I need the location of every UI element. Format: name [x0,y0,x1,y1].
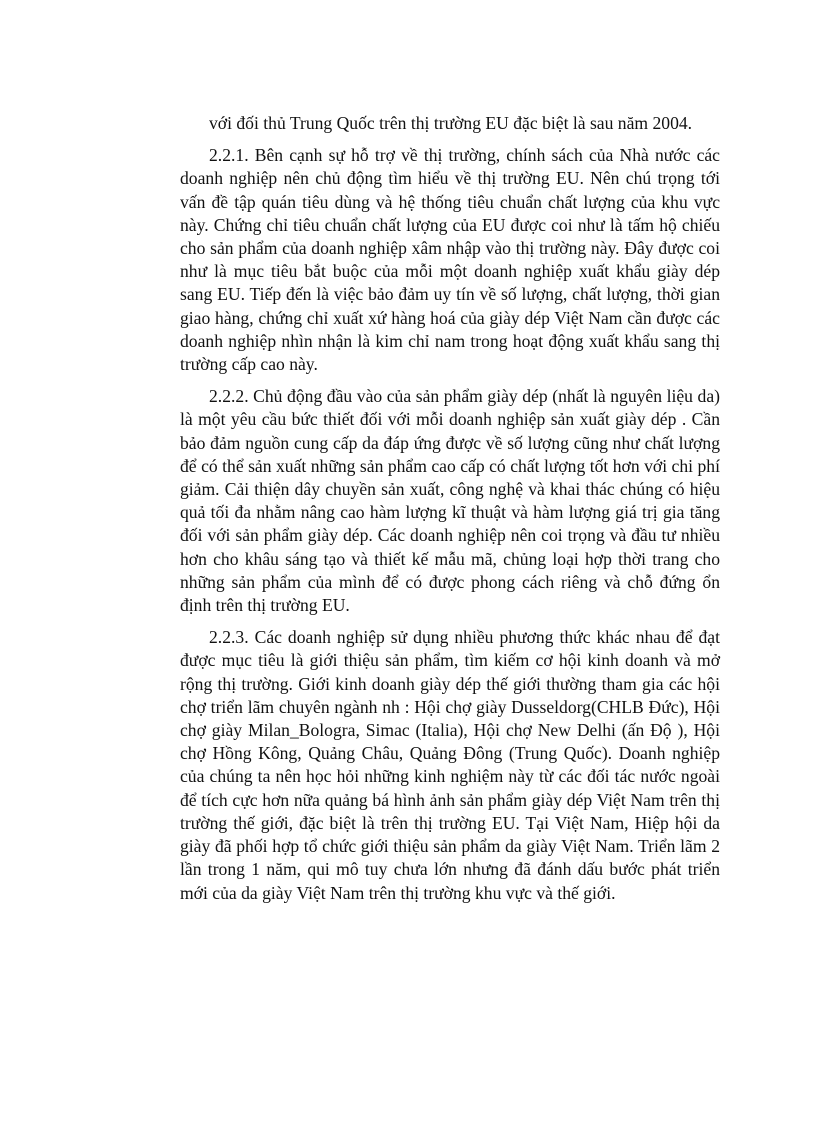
paragraph-continuation: với đối thủ Trung Quốc trên thị trường EU đặc biệt là sau năm 2004. [209,113,693,133]
document-body [180,112,720,914]
paragraph-2-2-2: 2.2.2. Chủ động đầu vào của sản phẩm giày dép (nhất là nguyên liệu da) là một yêu cầu bức thiết đối với mỗi doanh nghiệp sản xuất giày dép . Cần bảo đảm nguồn cung cấp da đáp ứng được về số lượng cũng như chất lượng để có thể sản xuất những sản phẩm cao cấp có chất lượng tốt hơn với chi phí giảm. Cải thiện dây chuyền sản xuất, công nghệ và khai thác chúng có hiệu quả tối đa nhằm nâng cao hàm lượng kĩ thuật và hàm lượng giá trị gia tăng đối với sản phẩm giày dép. Các doanh nghiệp nên coi trọng và đầu tư nhiều hơn cho khâu sáng tạo và thiết kế mẫu mã, chủng loại hợp thời trang cho những sản phẩm của mình để có được phong cách riêng và chỗ đứng ổn định trên thị trường EU. [180,386,720,616]
paragraph-2-2-3: 2.2.3. Các doanh nghiệp sử dụng nhiều phương thức khác nhau để đạt được mục tiêu là giới thiệu sản phẩm, tìm kiếm cơ hội kinh doanh và mở rộng thị trường. Giới kinh doanh giày dép thế giới thường tham gia các hội chợ triển lãm chuyên ngành nh : Hội chợ giày Dusseldorg(CHLB Đức), Hội chợ giày Milan_Bologra, Simac (Italia), Hội chợ New Delhi (ấn Độ ), Hội chợ Hồng Kông, Quảng Châu, Quảng Đông (Trung Quốc). Doanh nghiệp của chúng ta nên học hỏi những kinh nghiệm này từ các đối tác nước ngoài để tích cực hơn nữa quảng bá hình ảnh sản phẩm giày dép Việt Nam trên thị trường thế giới, đặc biệt là trên thị trường EU. Tại Việt Nam, Hiệp hội da giày đã phối hợp tổ chức giới thiệu sản phẩm da giày Việt Nam. Triển lãm 2 lần trong 1 năm, qui mô tuy chưa lớn nhưng đã đánh dấu bước phát triển mới của da giày Việt Nam trên thị trường khu vực và thế giới. [180,627,720,903]
paragraph-2-2-1: 2.2.1. Bên cạnh sự hỗ trợ về thị trường, chính sách của Nhà nước các doanh nghiệp nên chủ động tìm hiểu về thị trường EU. Nên chú trọng tới vấn đề tập quán tiêu dùng và hệ thống tiêu chuẩn chất lượng của khu vực này. Chứng chỉ tiêu chuẩn chất lượng của EU được coi như là tấm hộ chiếu cho sản phẩm của doanh nghiệp xâm nhập vào thị trường này. Đây được coi như là mục tiêu bắt buộc của mỗi một doanh nghiệp xuất khẩu giày dép sang EU. Tiếp đến là việc bảo đảm uy tín về số lượng, chất lượng, thời gian giao hàng, chứng chỉ xuất xứ hàng hoá của giày dép Việt Nam cần được các doanh nghiệp nhìn nhận là kim chỉ nam trong hoạt động xuất khẩu sang thị trường cấp cao này. [180,145,720,375]
